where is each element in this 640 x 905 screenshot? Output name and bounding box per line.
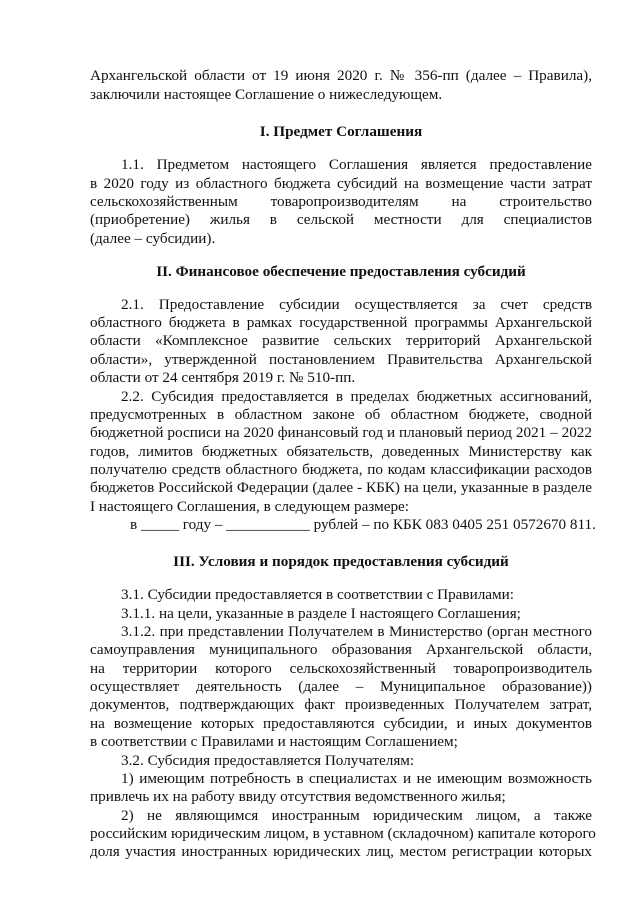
section-heading-1: I. Предмет Соглашения [259,123,423,140]
text-line: заключили настоящее Соглашение о нижеследующем. [90,86,443,103]
text-line: предусмотренных в областном законе об областном бюджете, сводной [90,406,592,423]
text-line: области от 24 сентября 2019 г. № 510-пп. [90,369,356,386]
section-heading-3: III. Условия и порядок предоставления субсидий [173,553,509,570]
text-line: 2.2. Субсидия предоставляется в пределах бюджетных ассигнований, [121,388,592,405]
text-line: 1) имеющим потребность в специалистах и не имеющим возможность [121,770,592,787]
text-line: осуществляет деятельность (далее – Муниципальное образование)) [90,678,592,695]
text-line: 1.1. Предметом настоящего Соглашения является предоставление [121,156,592,173]
text-line: в 2020 году из областного бюджета субсидий на возмещение части затрат [90,175,592,192]
text-line: области», утвержденной постановлением Правительства Архангельской [90,351,592,368]
text-line: Архангельской области от 19 июня 2020 г. № 356-пп (далее – Правила), [90,67,592,84]
text-line: 3.2. Субсидия предоставляется Получателям: [121,752,415,769]
text-line: бюджетов Российской Федерации (далее - КБК) на цели, указанные в разделе [90,479,592,496]
text-line: годов, лимитов бюджетных обязательств, доведенных Министерству как [90,443,592,460]
section-heading-2: II. Финансовое обеспечение предоставления субсидий [156,263,526,280]
text-line: получателю средств областного бюджета, по кодам классификации расходов [90,461,592,478]
text-line: (приобретение) жилья в сельской местности для специалистов [90,211,592,228]
text-line: 2.1. Предоставление субсидии осуществляется за счет средств [121,296,592,313]
text-line: 2) не являющимся иностранным юридическим лицом, а также [121,807,592,824]
text-line: сельскохозяйственным товаропроизводителям на строительство [90,193,592,210]
text-line: области «Комплексное развитие сельских территорий Архангельской [90,332,592,349]
text-line: доля участия иностранных юридических лиц, местом регистрации которых [90,843,592,860]
text-line: привлечь их на работу ввиду отсутствия ведомственного жилья; [90,788,506,805]
text-line: областного бюджета в рамках государственной программы Архангельской [90,314,592,331]
text-line: документов, подтверждающих факт произведенных Получателем затрат, [90,696,592,713]
text-line: бюджетной росписи на 2020 финансовый год и плановый период 2021 – 2022 [90,424,592,441]
text-line: 3.1.1. на цели, указанные в разделе I настоящего Соглашения; [121,605,521,622]
text-line: 3.1. Субсидии предоставляется в соответствии с Правилами: [121,586,514,603]
text-line: в _____ году – ___________ рублей – по КБК 083 0405 251 0572670 811. [130,516,596,533]
text-line: на территории которого сельскохозяйственный товаропроизводитель [90,660,592,677]
text-line: (далее – субсидии). [90,230,216,247]
text-line: российским юридическим лицом, в уставном (складочном) капитале которого [90,825,596,842]
text-line: 3.1.2. при представлении Получателем в Министерство (орган местного [121,623,592,640]
text-line: в соответствии с Правилами и настоящим Соглашением; [90,733,458,750]
text-line: на возмещение которых предоставляются субсидии, и иных документов [90,715,592,732]
text-line: I настоящего Соглашения, в следующем размере: [90,498,410,515]
text-line: самоуправления муниципального образования Архангельской области, [90,641,592,658]
